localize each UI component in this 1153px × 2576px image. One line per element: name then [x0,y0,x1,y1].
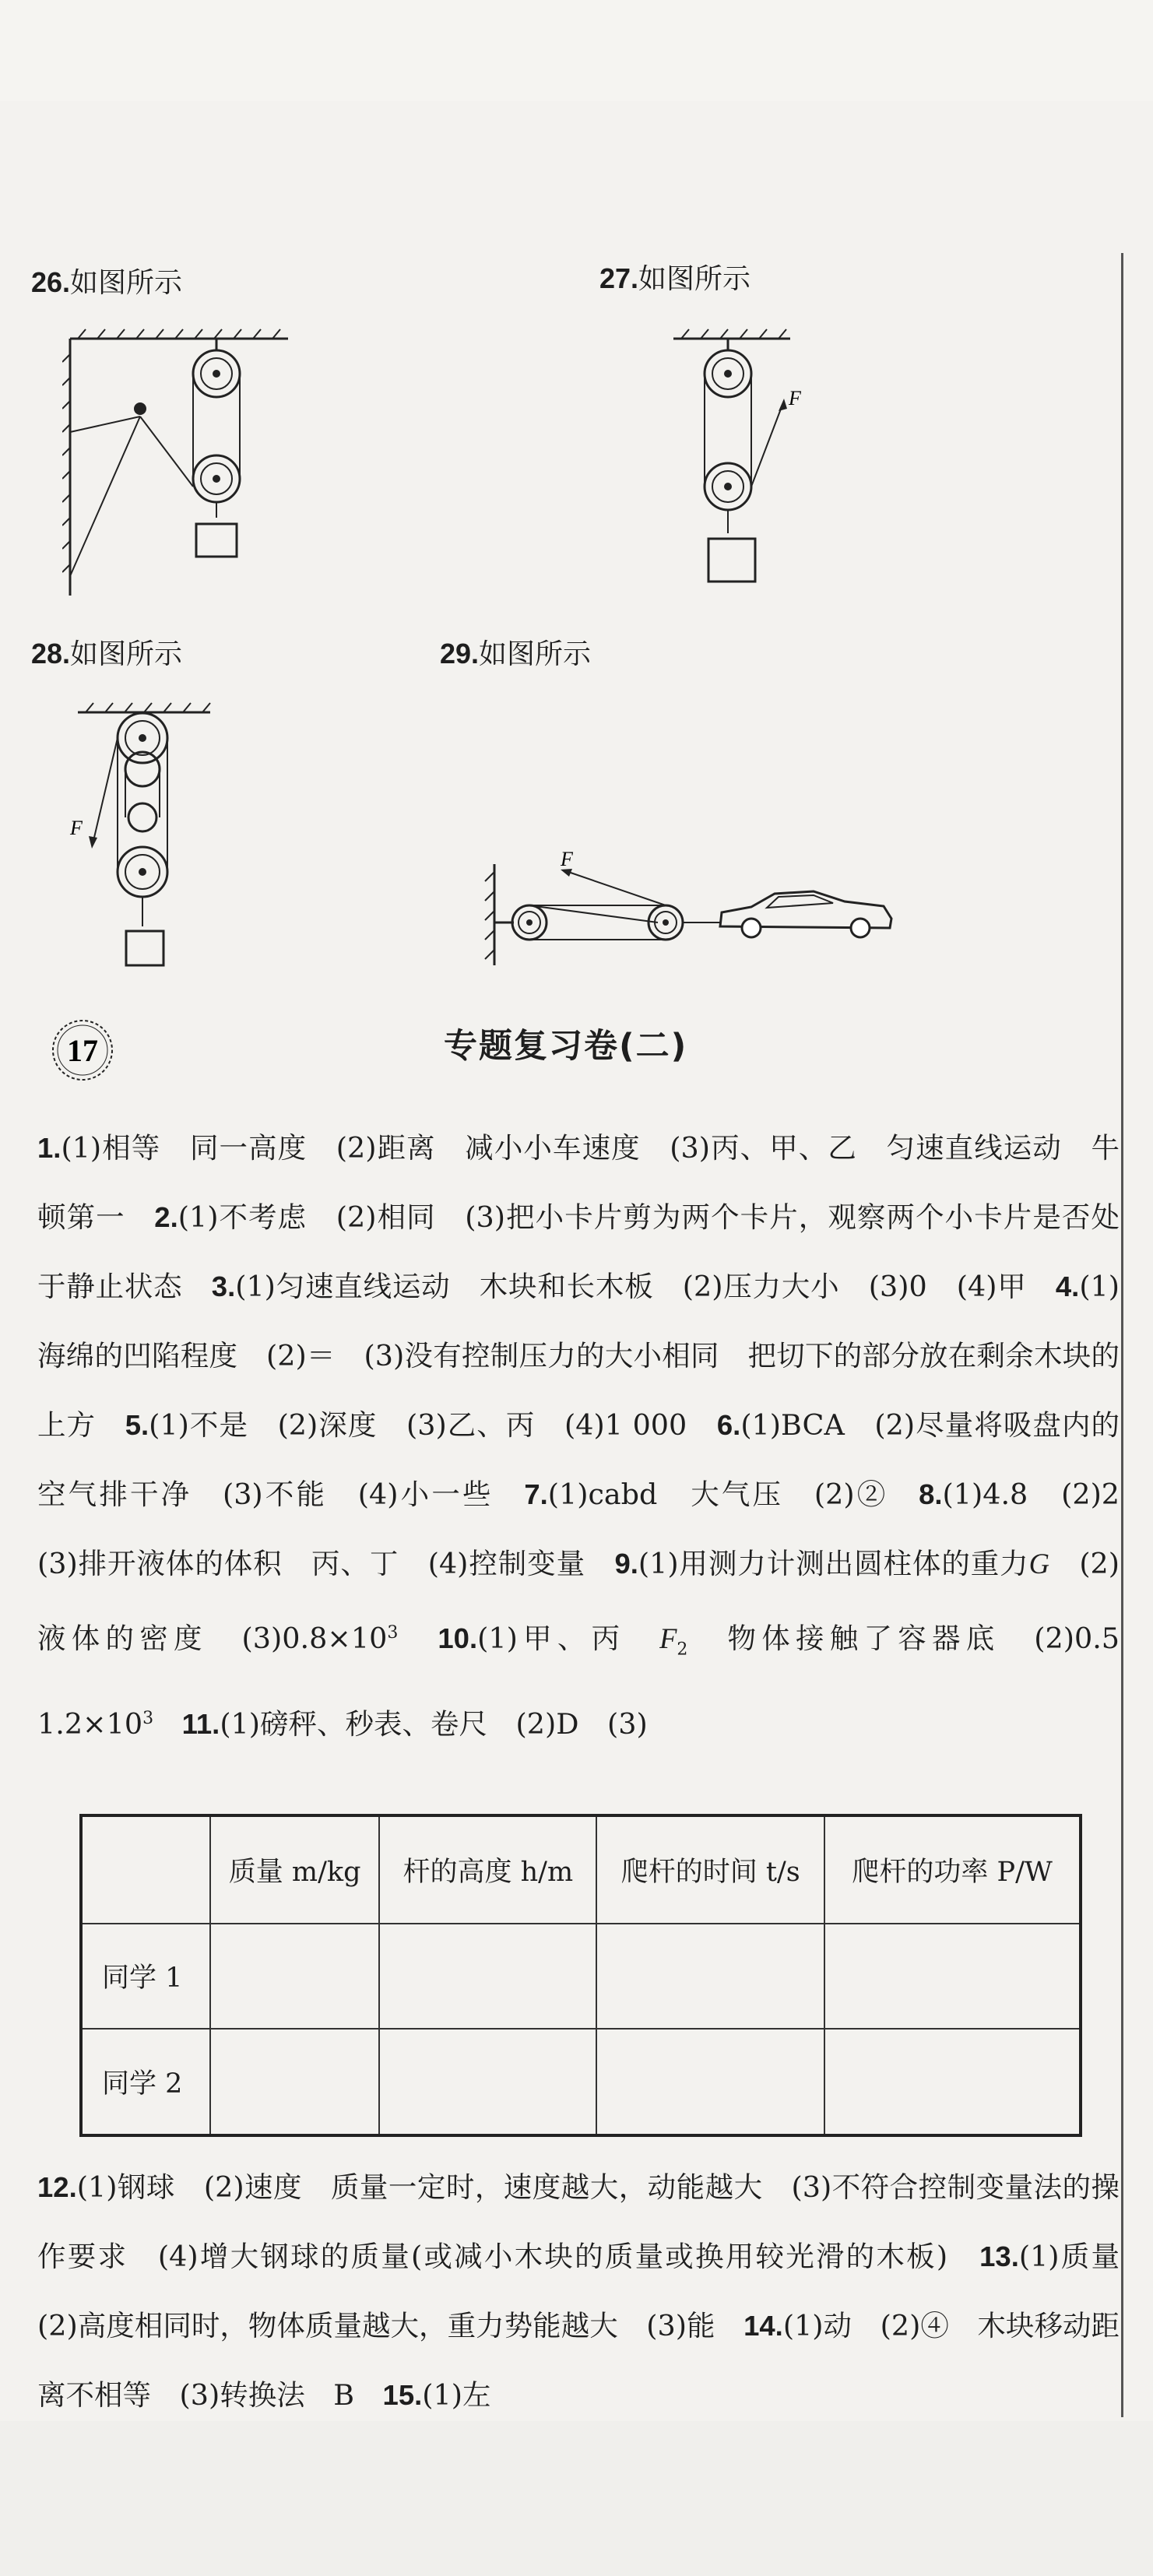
answer-10-symbol: F [659,1622,677,1655]
answer-5-number: 5. [125,1409,149,1441]
table-cell [824,1924,1081,2029]
table-row [81,1924,1081,2029]
answer-9-number: 9. [614,1548,638,1580]
answers-block [37,1113,1148,1759]
answer-13-number: 13. [979,2240,1019,2272]
fig26-pulley-diagram [62,323,296,603]
table-header-cell: 杆的高度 h/m [379,1815,596,1924]
fig26-number: 26. [31,266,71,298]
fig29-force-label: F [561,849,573,870]
answer-4: (1)海绵的凹陷程度 (2)＝ (3)没有控制压力的大小相同 把切下的部分放在剩余木块的上方 [37,1270,1120,1442]
fig27-pulley-diagram [666,327,821,607]
fig29-car-pulley-diagram [479,849,915,973]
answer-5: (1)不是 (2)深度 (3)乙、丙 (4)1 000 [149,1408,687,1442]
answer-3-number: 3. [211,1270,236,1302]
fig28-text: 如图所示 [70,638,183,670]
answer-15-number: 15. [382,2379,423,2411]
table-header-row [81,1815,1081,1924]
table-header-cell: 爬杆的功率 P/W [824,1815,1081,1924]
fig28-label [31,632,182,672]
answer-11: (1)磅秤、秒表、卷尺 (2)D (3) [220,1707,648,1741]
fig28-number: 28. [31,638,71,669]
section-number-badge [48,1016,117,1084]
fig29-number: 29. [440,638,480,669]
table-cell [210,1924,380,2029]
answer-2-number: 2. [154,1201,178,1233]
table-cell [379,1924,596,2029]
fig27-force-label: F [789,387,801,409]
answer-14: (1)动 (2)④ 木块移动距离不相等 (3)转换法 B [37,2309,1120,2412]
answer-4-number: 4. [1055,1270,1080,1302]
table-cell [824,2029,1081,2135]
fig27-text: 如图所示 [638,263,751,295]
page-top-margin [0,0,1153,101]
answer-6: (1)BCA (2)尽量将吸盘内的空气排干净 (3)不能 (4)小一些 [37,1408,1120,1511]
fig27-number: 27. [599,262,639,294]
answer-2: (1)不考虑 (2)相同 (3)把小卡片剪为两个卡片，观察两个小卡片是否处于静止状态 [37,1200,1120,1303]
table-cell: 同学 2 [81,2029,210,2135]
answer-9-part-a: (1)用测力计测出圆柱体的重力 [638,1547,1029,1580]
table-cell [379,2029,596,2135]
fig28-pulley-diagram [62,701,234,981]
answer-12-number: 12. [37,2171,77,2203]
column-rule [1121,253,1123,2417]
answer-14-number: 14. [743,2310,783,2342]
answer-13: (1)质量 (2)高度相同时，物体质量越大，重力势能越大 (3)能 [37,2240,1148,2342]
table-cell [210,2029,380,2135]
answer-9-exponent: 3 [387,1623,399,1643]
table-row [81,2029,1081,2135]
answer-10-subscript: 2 [677,1639,688,1660]
answer-9-symbol: G [1028,1548,1049,1580]
fig28-force-label: F [70,817,83,839]
answer-7: (1)cabd 大气压 (2)② [547,1478,888,1511]
table-header-cell: 质量 m/kg [210,1815,380,1924]
table-cell [596,2029,824,2135]
answer-10-exponent: 3 [142,1709,154,1729]
answer-1-number: 1. [37,1132,62,1164]
answer-3: (1)匀速直线运动 木块和长木板 (2)压力大小 (3)0 (4)甲 [235,1270,1027,1303]
section-title: 专题复习卷(二) [444,1027,688,1066]
answer-10-part-a: (1)甲、丙 [477,1622,660,1656]
answers-block-2 [37,2153,1148,2430]
answer-8: (1)4.8 (2)2 (3)排开液体的体积 丙、丁 (4)控制变量 [37,1478,1148,1580]
table-header-cell: 爬杆的时间 t/s [596,1815,824,1924]
answer-12: (1)钢球 (2)速度 质量一定时，速度越大，动能越大 (3)不符合控制变量法的操作要求 (4)增大钢球的质量(或减小木块的质量或换用较光滑的木板) [37,2170,1120,2273]
page-bottom-margin [0,2421,1153,2576]
answer-6-number: 6. [716,1409,741,1441]
answer-7-number: 7. [524,1478,548,1510]
answer-9-part-b: (2)液体的密度 (3)0.8×10 [37,1547,1120,1656]
table-cell [596,1924,824,2029]
fig29-label [440,632,591,672]
answer-11-number: 11. [181,1708,220,1741]
fig26-text: 如图所示 [70,267,183,299]
answer-10-part-b: 物体接触了容器底 (2)0.5 1.2×10 [37,1622,1148,1741]
fig27-label [599,257,751,297]
fig29-text: 如图所示 [479,638,592,670]
answer-8-number: 8. [919,1478,943,1510]
table-cell: 同学 1 [81,1924,210,2029]
answer-1: (1)相等 同一高度 (2)距离 减小小车速度 (3)丙、甲、乙 匀速直线运动 牛顿第一 [37,1131,1120,1234]
table-header-cell [81,1815,210,1924]
answer-15: (1)左 [422,2378,491,2412]
answer-10-number: 10. [438,1622,478,1655]
climbing-power-table [79,1814,1082,2137]
fig26-label [31,261,182,300]
section-number: 17 [67,1033,98,1068]
